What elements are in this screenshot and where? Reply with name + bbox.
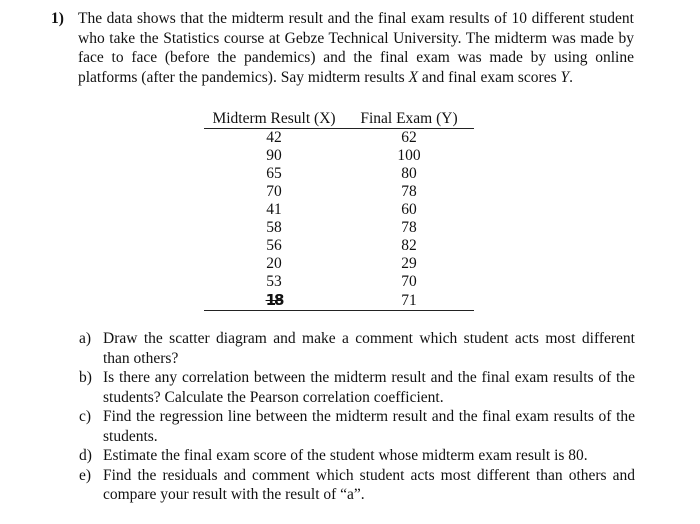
- midterm-cell: 90: [266, 147, 282, 164]
- final-cell: 82: [401, 237, 417, 254]
- table-row: [204, 165, 474, 183]
- final-cell: 78: [401, 183, 417, 200]
- sub-question-text: Find the regression line between the midterm result and the final exam results of the students.: [103, 408, 635, 445]
- table-row: [204, 237, 474, 255]
- sub-question-d: [79, 446, 635, 466]
- midterm-cell: 70: [266, 183, 282, 200]
- midterm-cell: 56: [266, 237, 282, 254]
- table-row: [204, 273, 474, 291]
- table-row: [204, 201, 474, 219]
- sub-question-label: e): [79, 466, 92, 484]
- sub-question-label: c): [79, 408, 92, 425]
- table-row: [204, 291, 474, 311]
- midterm-cell: 53: [266, 273, 282, 290]
- variable-y: Y: [560, 68, 570, 86]
- sub-question-label: d): [79, 447, 92, 464]
- sub-questions: [79, 329, 635, 505]
- data-table: [204, 109, 474, 311]
- midterm-cell-handwritten: [204, 291, 344, 311]
- midterm-cell: 42: [266, 129, 282, 146]
- table-row: [204, 255, 474, 273]
- table-row: [204, 183, 474, 201]
- table-header-row: [204, 109, 474, 129]
- variable-x: X: [408, 68, 419, 86]
- final-cell: 71: [344, 291, 474, 311]
- final-cell: 62: [401, 129, 417, 146]
- midterm-cell: 65: [266, 165, 282, 182]
- header-midterm: Midterm Result (X): [204, 109, 344, 129]
- final-cell: 70: [401, 273, 417, 290]
- sub-question-label: b): [79, 369, 92, 386]
- sub-question-e: [79, 466, 635, 505]
- question-text-part1: The data shows that the midterm result and the final exam results of 10 different student who take the Statistics course at Gebze Technical University. The midterm was made by face to face (before the pandemics) and the final exam was made by using online platforms (after the pandemics). Say midterm results: [78, 10, 634, 86]
- sub-question-text: Find the residuals and comment which student acts most different than others and compare your result with the result of “a”.: [103, 466, 635, 503]
- question-text: [78, 9, 634, 87]
- final-cell: 60: [401, 201, 417, 218]
- question-text-part3: .: [569, 68, 574, 86]
- sub-question-text: Draw the scatter diagram and make a comment which student acts most different than others?: [103, 330, 635, 367]
- table-row: [204, 129, 474, 148]
- midterm-cell: 20: [266, 255, 282, 272]
- header-final: Final Exam (Y): [344, 109, 474, 129]
- sub-question-label: a): [79, 330, 92, 347]
- handwritten-value: 18: [265, 291, 283, 309]
- question-1: [52, 9, 634, 87]
- sub-question-c: [79, 407, 635, 446]
- question-text-part2: and final exam scores: [418, 68, 561, 86]
- midterm-cell: 58: [266, 219, 282, 236]
- question-number: 1): [51, 10, 64, 27]
- final-cell: 80: [401, 165, 417, 182]
- table-row: [204, 219, 474, 237]
- final-cell: 78: [401, 219, 417, 236]
- sub-question-text: Estimate the final exam score of the student whose midterm exam result is 80.: [103, 447, 588, 464]
- sub-question-b: [79, 368, 635, 407]
- midterm-cell: 41: [266, 201, 282, 218]
- sub-question-text: Is there any correlation between the midterm result and the final exam results of the students? Calculate the Pearson correlation coefficient.: [103, 369, 635, 406]
- table-row: [204, 147, 474, 165]
- final-cell: 100: [397, 147, 421, 164]
- final-cell: 29: [401, 255, 417, 272]
- sub-question-a: [79, 329, 635, 368]
